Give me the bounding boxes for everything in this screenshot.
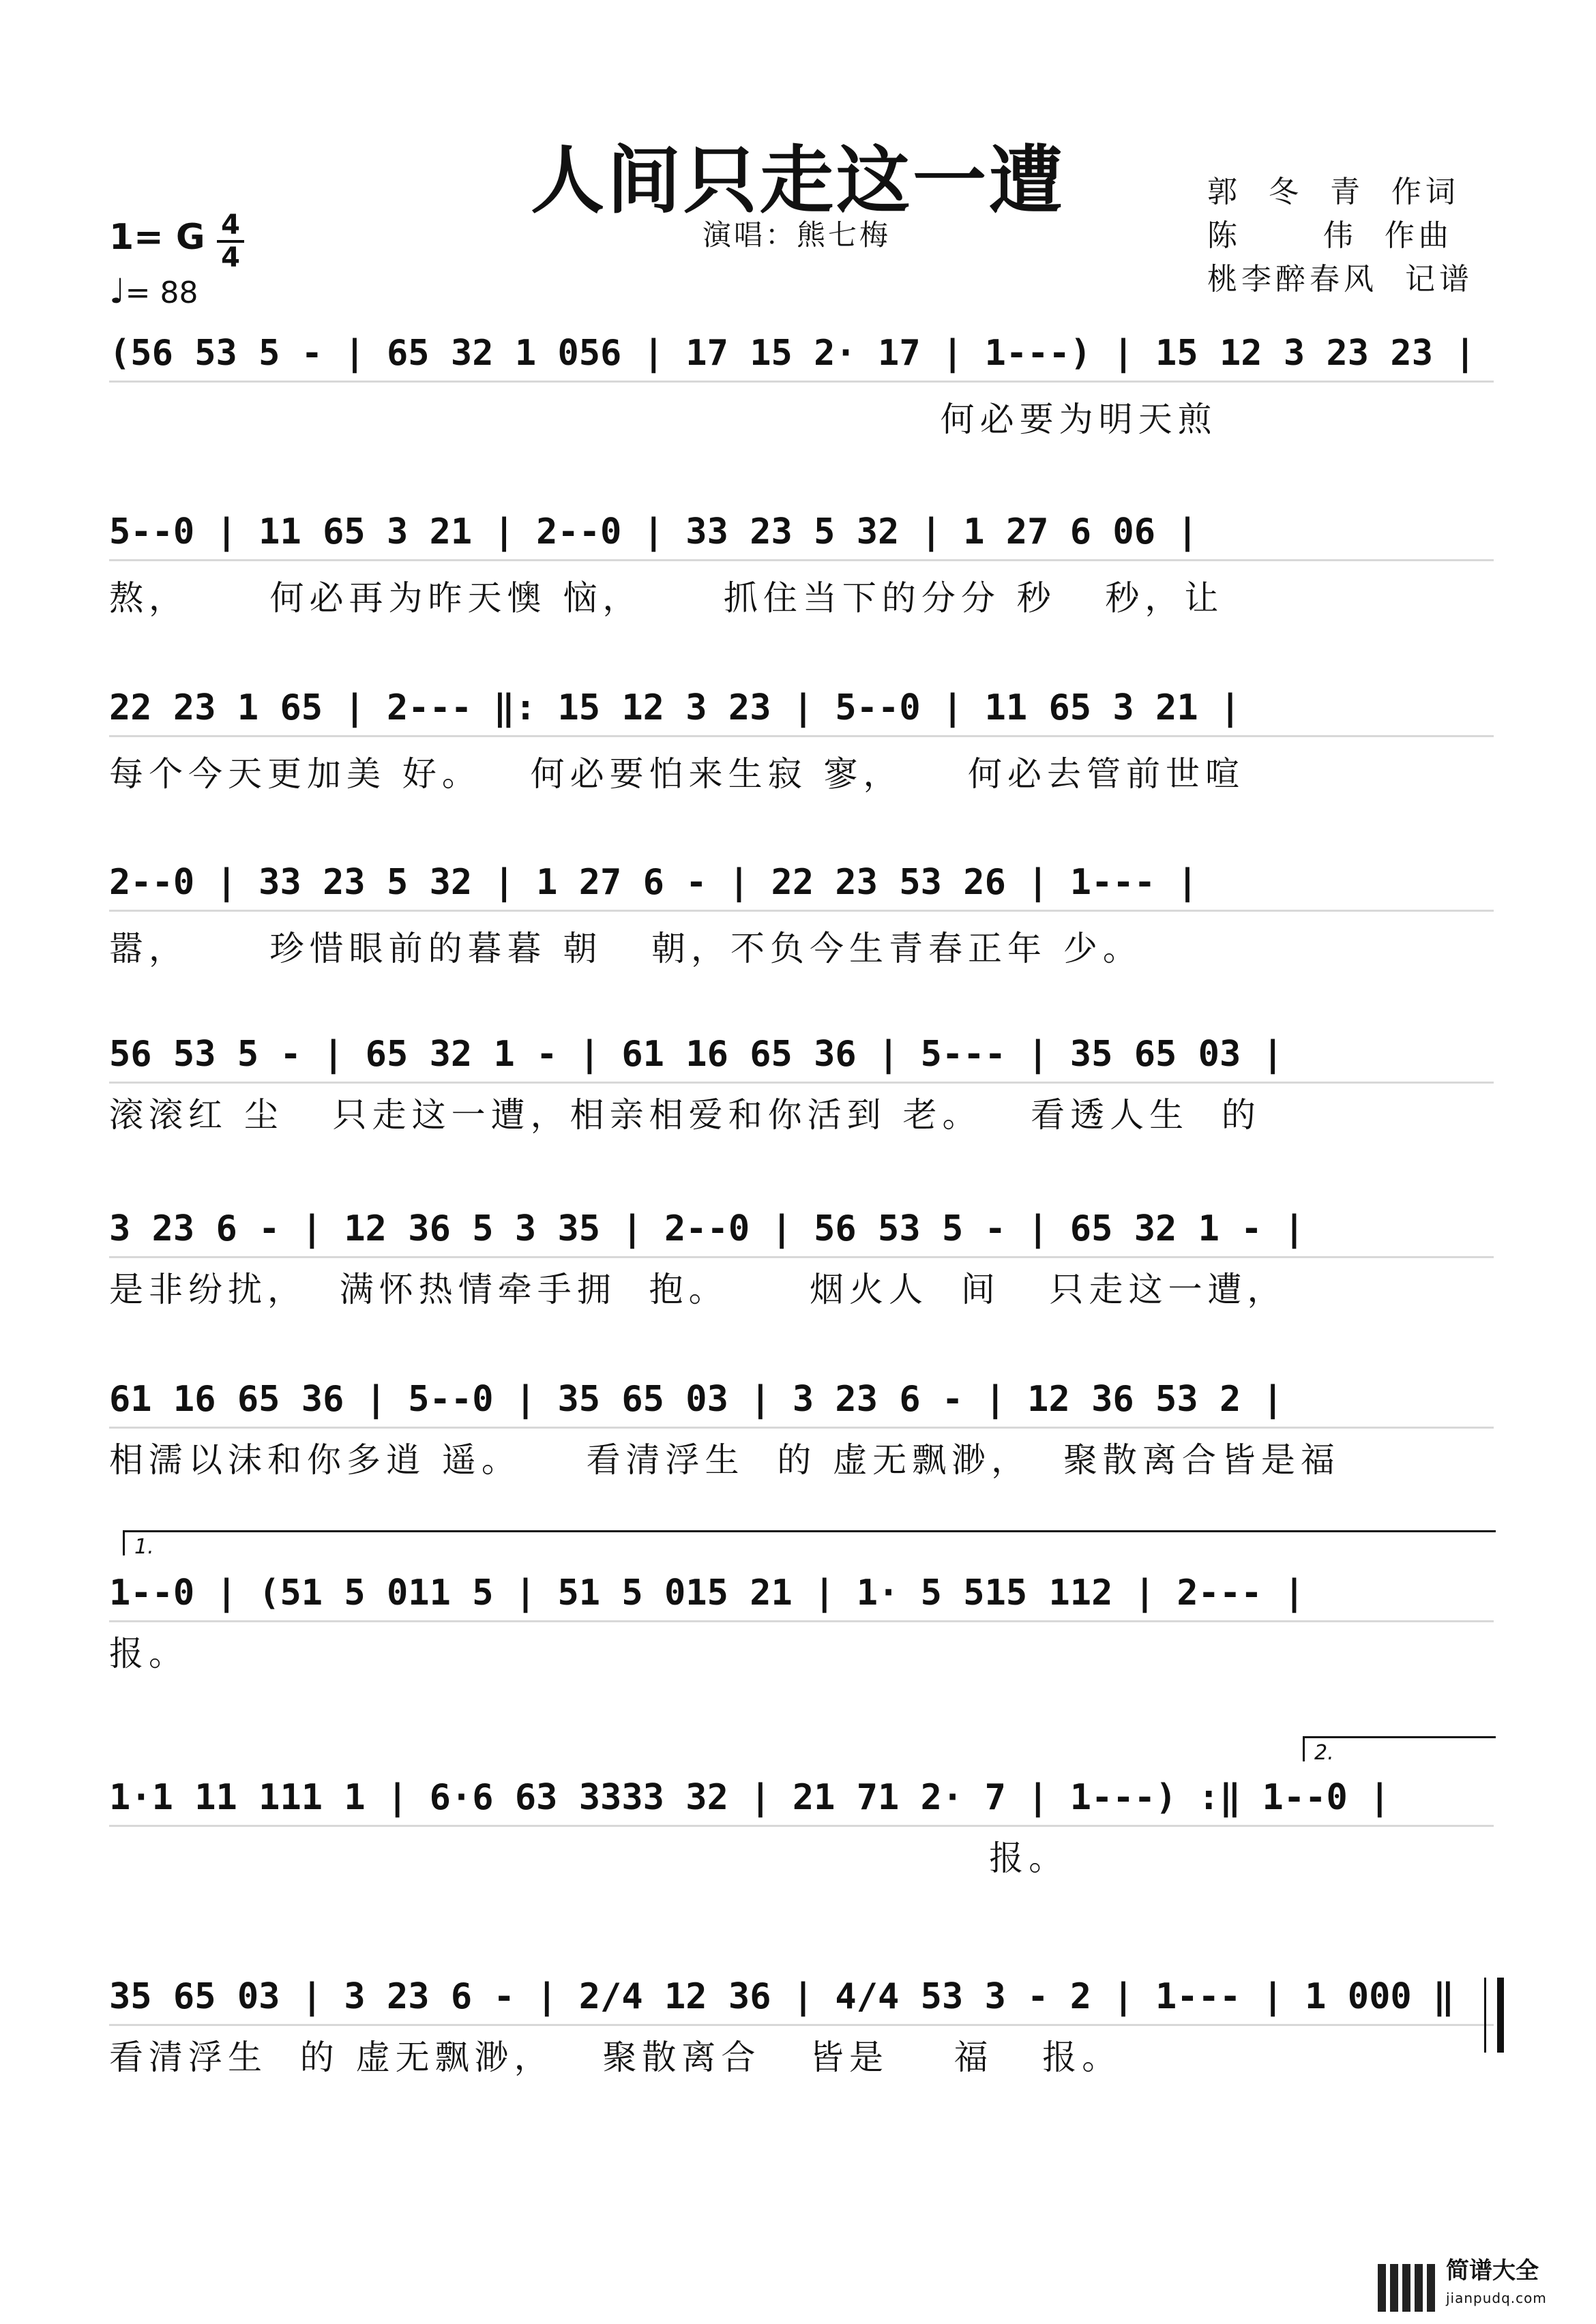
lyrics-line-4: 嚣， 珍惜眼前的暮暮 朝 朝，不负今生青春正年 少。 [109,929,1142,968]
time-signature-top: 4 [221,209,240,241]
notation-line-7: 61 16 65 36 | 5--0 | 35 65 03 | 3 23 6 - | 12 36 53 2 | [109,1372,1494,1429]
notation-line-6: 3 23 6 - | 12 36 5 3 35 | 2--0 | 56 53 5 - | 65 32 1 - | [109,1202,1494,1258]
time-signature-bottom: 4 [221,242,240,273]
second-ending-bracket [1303,1736,1496,1765]
notation-line-2: 5--0 | 11 65 3 21 | 2--0 | 33 23 5 32 | 1 27 6 06 | [109,505,1494,561]
lyrics-line-8: 报。 [109,1634,188,1673]
notation-line-10: 35 65 03 | 3 23 6 - | 2/4 12 36 | 4/4 53 3 - 2 | 1--- | 1 000 ‖ [109,1969,1494,2026]
notation-line-1: (56 53 5 - | 65 32 1 056 | 17 15 2· 17 | 1---) | 15 12 3 23 23 | [109,326,1494,383]
watermark-url: jianpudq.com [1446,2290,1547,2306]
credits-block [1207,170,1473,301]
time-signature [217,211,244,271]
first-ending-label: 1. [134,1535,154,1559]
lyrics-line-3: 每个今天更加美 好。 何必要怕来生寂 寥， 何必去管前世喧 [109,754,1245,794]
lyrics-line-7: 相濡以沫和你多逍 遥。 看清浮生 的 虚无飘渺， 聚散离合皆是福 [109,1440,1340,1480]
tempo-value: = 88 [125,275,198,310]
piano-keys-icon [1378,2257,1439,2312]
transcriber-credit: 桃李醉春风 记谱 [1207,262,1473,297]
composer-credit: 陈 伟 作曲 [1207,218,1453,253]
final-barline [1484,1978,1504,2053]
first-ending-bracket [123,1530,1496,1559]
singer-credit: 演唱：熊七梅 [703,218,891,252]
notation-line-9: 1·1 11 111 1 | 6·6 63 3333 32 | 21 71 2· 7 | 1---) :‖ 1--0 | [109,1770,1494,1827]
second-ending-label: 2. [1314,1741,1334,1765]
quarter-note-icon: ♩ [109,271,125,311]
lyrics-line-10: 看清浮生 的 虚无飘渺， 聚散离合 皆是 福 报。 [109,2038,1122,2077]
notation-line-5: 56 53 5 - | 65 32 1 - | 61 16 65 36 | 5--- | 35 65 03 | [109,1027,1494,1084]
notation-line-3: 22 23 1 65 | 2--- ‖: 15 12 3 23 | 5--0 | 11 65 3 21 | [109,681,1494,737]
lyrics-line-5: 滚滚红 尘 只走这一遭，相亲相爱和你活到 老。 看透人生 的 [109,1095,1261,1135]
notation-line-4: 2--0 | 33 23 5 32 | 1 27 6 - | 22 23 53 26 | 1--- | [109,855,1494,912]
lyrics-line-2: 熬， 何必再为昨天懊 恼， 抓住当下的分分 秒 秒，让 [109,578,1224,618]
song-title: 人间只走这一遭 [530,138,1065,224]
site-watermark [1378,2250,1582,2319]
key-signature: 1= G [109,217,205,258]
notation-line-8: 1--0 | (51 5 011 5 | 51 5 015 21 | 1· 5 515 112 | 2--- | [109,1566,1494,1622]
lyrics-line-9: 报。 [109,1838,1069,1878]
tempo-marking [109,271,198,311]
lyrics-line-6: 是非纷扰， 满怀热情牵手拥 抱。 烟火人 间 只走这一遭， [109,1270,1287,1309]
watermark-name: 简谱大全 [1446,2257,1539,2284]
lyricist-credit: 郭 冬 青 作词 [1207,175,1460,209]
lyrics-line-1: 何必要为明天煎 [109,400,1217,439]
